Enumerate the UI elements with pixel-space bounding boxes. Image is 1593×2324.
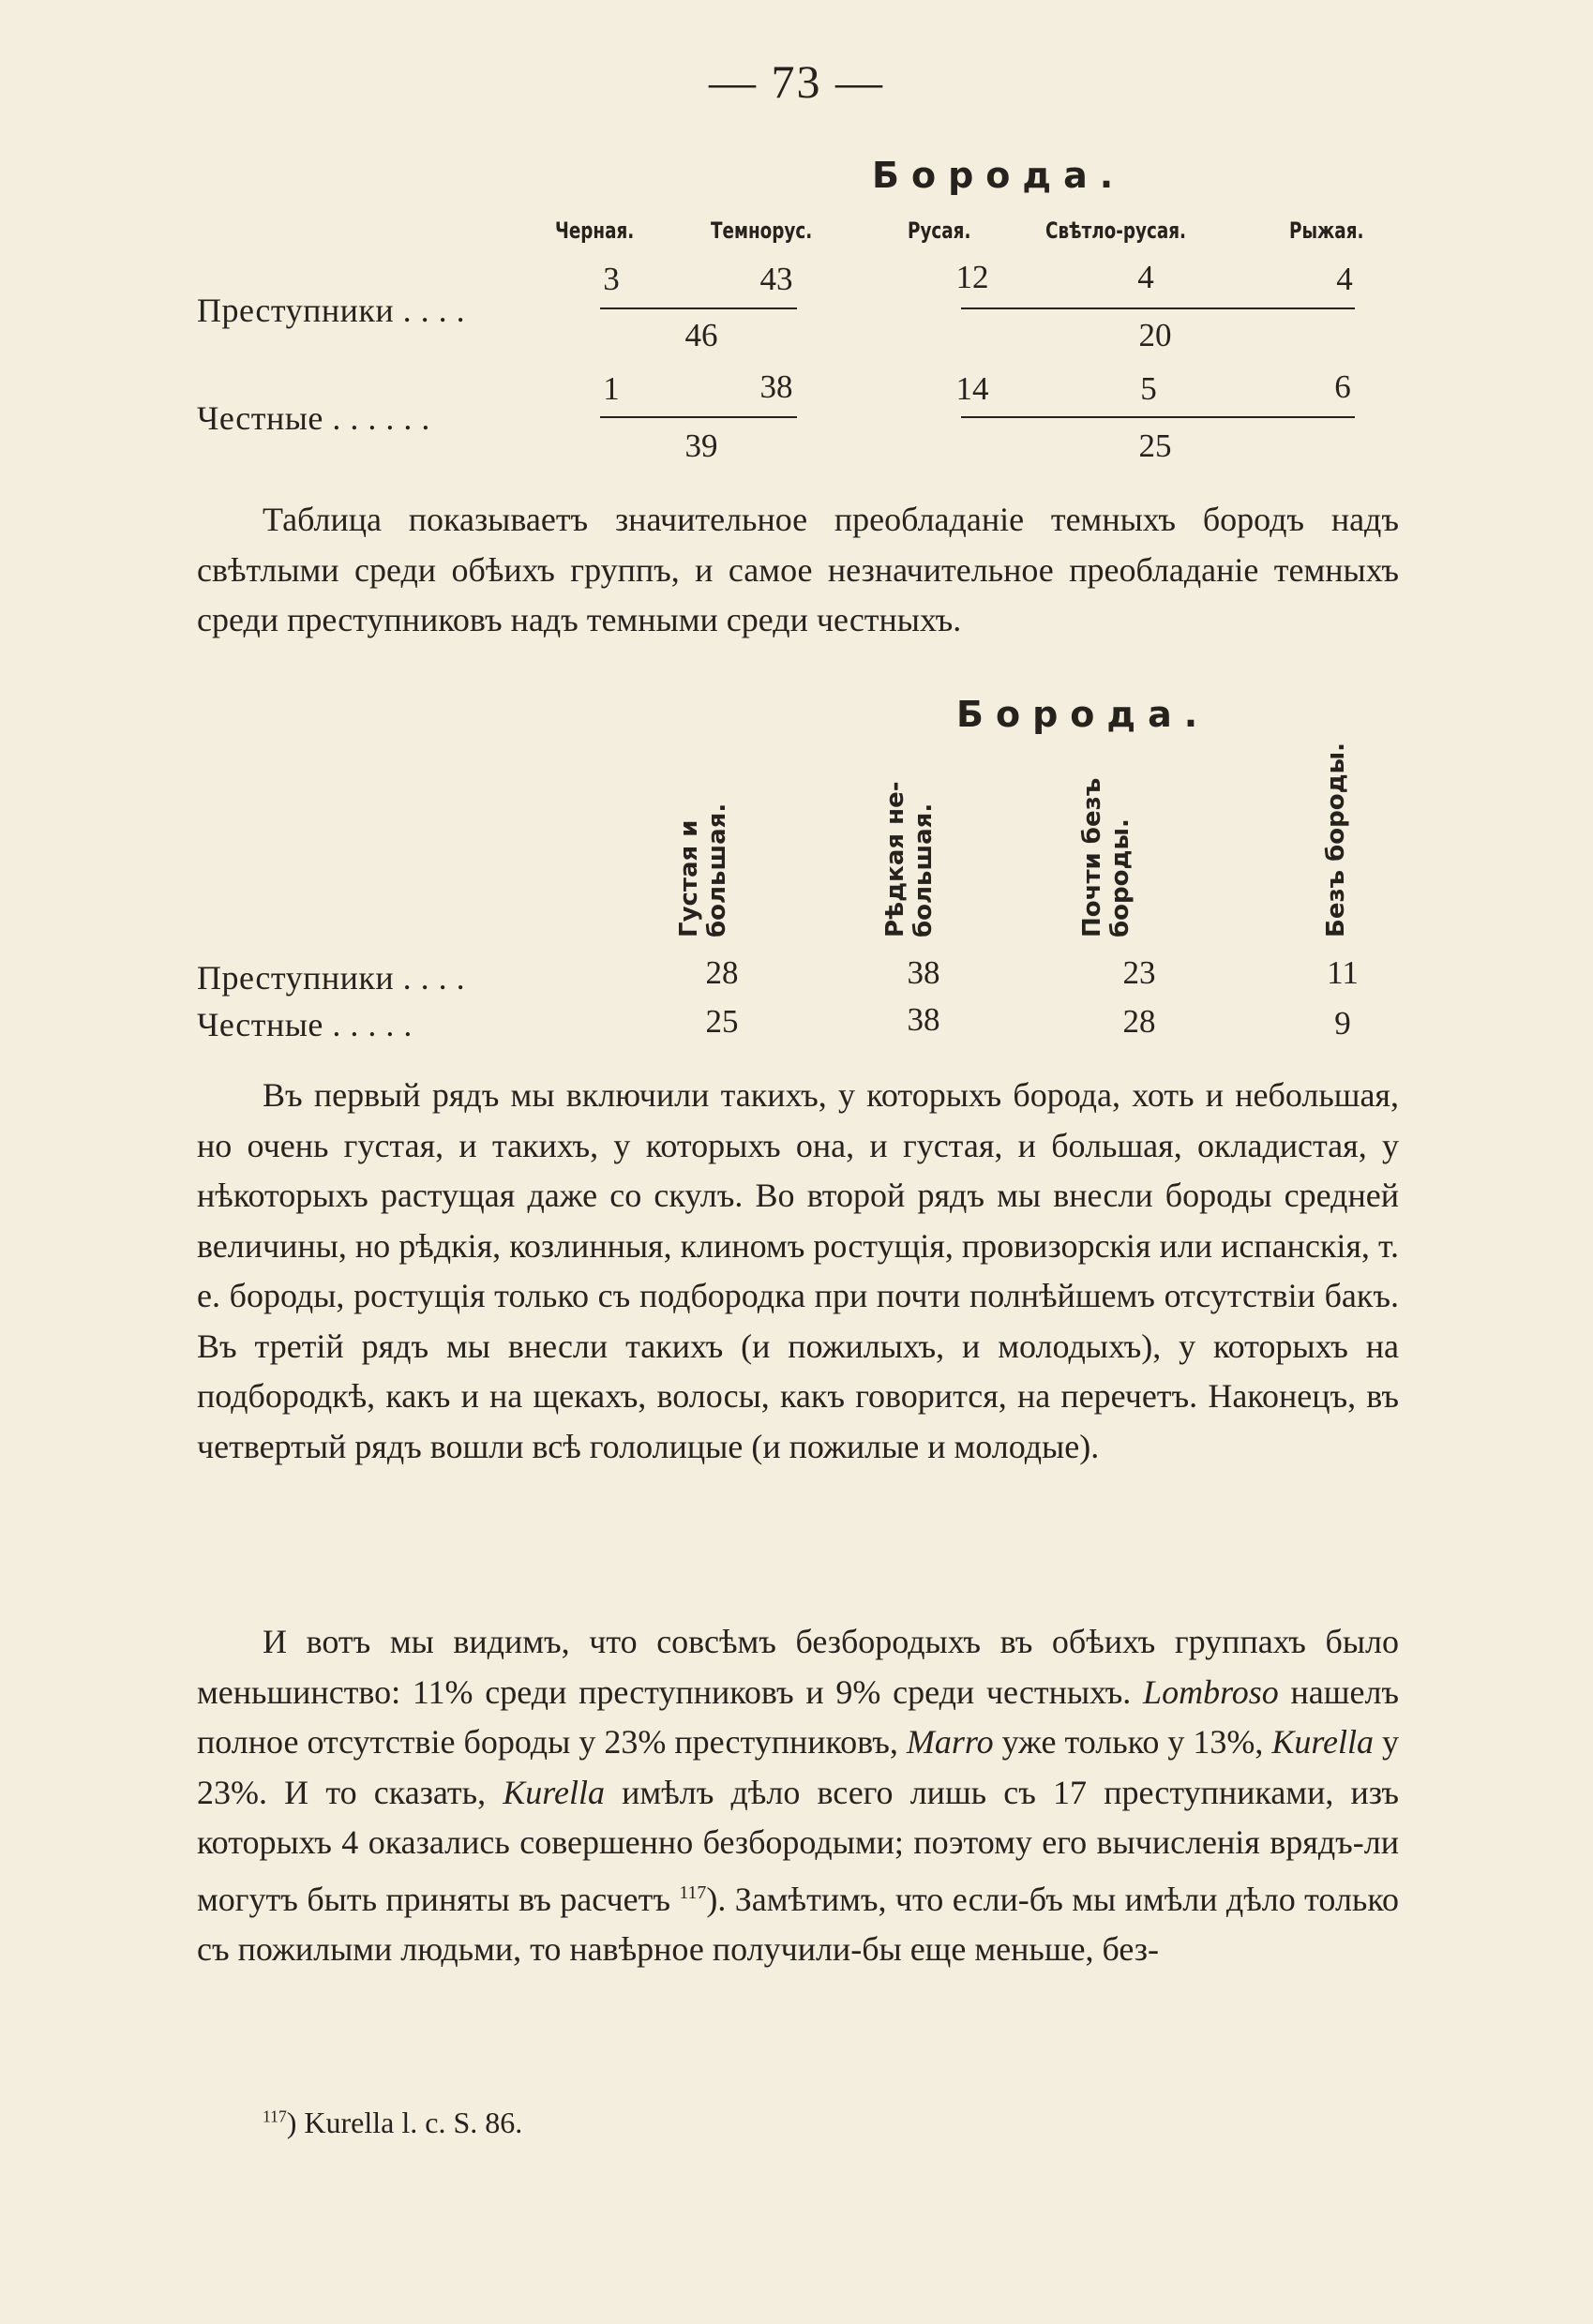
table1-row-criminals-label: Преступники . . . . xyxy=(197,292,466,329)
table2-cell: 25 xyxy=(705,1003,739,1040)
table1-sum: 46 xyxy=(684,317,718,353)
table2-cell: 28 xyxy=(705,954,739,991)
table2-cell: 11 xyxy=(1327,954,1359,991)
table1-col-black: Черная. xyxy=(555,217,635,244)
table1-heading: Борода. xyxy=(872,155,1126,196)
table1-col-red: Рыжая. xyxy=(1289,217,1364,244)
table1-cell: 38 xyxy=(759,368,793,405)
author-kurella: Kurella xyxy=(1271,1723,1375,1761)
page-number: — 73 — xyxy=(709,55,884,108)
table1-cell: 43 xyxy=(759,261,793,297)
table1-col-darkbrown: Темнорус. xyxy=(711,217,813,244)
table1-col-brown: Русая. xyxy=(908,217,971,244)
footnote: $^{117}$) Kurella l. c. S. 86. xyxy=(263,2106,523,2139)
table1-cell: 6 xyxy=(1334,368,1351,405)
table2-col-almost-none: Почти безъ бороды. xyxy=(1078,777,1135,937)
table1-cell: 12 xyxy=(955,259,989,295)
table2-row-honest-label: Честные . . . . . xyxy=(197,1006,413,1043)
table1-cell: 4 xyxy=(1336,261,1353,297)
table1-bracket-line xyxy=(600,416,797,418)
table1-sum: 39 xyxy=(684,427,718,464)
author-lombroso: Lombroso xyxy=(1143,1672,1279,1711)
table2-row-criminals-label: Преступники . . . . xyxy=(197,959,466,997)
table1-cell: 1 xyxy=(603,370,620,407)
table1-cell: 4 xyxy=(1137,259,1154,295)
table2-col-thick: Густая и большая. xyxy=(675,802,731,937)
table1-sum: 25 xyxy=(1138,427,1172,464)
paragraph-3: И вотъ мы видимъ, что совсѣмъ безбородыхъ въ обѣихъ группахъ было меньшинство: 11% среди преступниковъ и 9% среди честныхъ. Lombroso нашелъ полное отсутствіе бороды у 23% преступниковъ, Marro уже только у 13%, Kurella у 23%. И то сказать, Kurella имѣлъ дѣло всего лишь съ 17 преступниками, изъ которыхъ 4 оказались совершенно безбородыми; поэтому его вычисленія врядъ-ли могутъ быть приняты въ расчетъ $^{117}$). Замѣтимъ, что если-бъ мы имѣли дѣло только съ пожилыми людьми, то навѣрное получили-бы еще меньше, без- xyxy=(197,1623,1400,1968)
table2-col-none: Безъ бороды. xyxy=(1322,742,1350,937)
table2-cell: 23 xyxy=(1122,954,1156,991)
paragraph-2: Въ первый рядъ мы включили такихъ, у которыхъ борода, хоть и небольшая, но очень густая, и такихъ, у которыхъ она, и густая, и большая, окладистая, у нѣкоторыхъ растущая даже со скулъ. Во второй рядъ мы внесли бороды средней величины, но рѣдкія, козлинныя, клиномъ ростущія, провизорскія или испанскія, т. е. бороды, ростущія только съ подбородка при почти полнѣйшемъ отсутствіи бакъ. Въ третій рядъ мы внесли такихъ (и пожилыхъ, и молодыхъ), у которыхъ на подбородкѣ, какъ и на щекахъ, волосы, какъ говорится, на перечетъ. Наконецъ, въ четвертый рядъ вошли всѣ гололицые (и пожилые и молодые). xyxy=(197,1076,1399,1465)
author-kurella: Kurella xyxy=(503,1773,605,1811)
footnote-marker: 117 xyxy=(263,2107,287,2126)
table2-heading: Борода. xyxy=(956,694,1210,735)
author-marro: Marro xyxy=(906,1723,994,1761)
table2-cell: 28 xyxy=(1122,1003,1156,1040)
table1-row-honest-label: Честные . . . . . . xyxy=(197,399,430,437)
table1-bracket-line xyxy=(600,307,797,309)
table2-col-sparse: Рѣдкая не- большая. xyxy=(881,781,938,937)
table1-col-lightbrown: Свѣтло-русая. xyxy=(1045,217,1187,244)
table1-cell: 5 xyxy=(1140,370,1157,407)
table1-bracket-line xyxy=(961,307,1355,309)
table2-cell: 9 xyxy=(1334,1005,1351,1042)
table2-cell: 38 xyxy=(907,1001,940,1038)
paragraph-1: Таблица показываетъ значительное преобладаніе темныхъ бородъ надъ свѣтлыми среди обѣихъ группъ, и самое незначительное преобладаніе темныхъ среди преступниковъ надъ темными среди честныхъ. xyxy=(197,501,1399,638)
table1-bracket-line xyxy=(961,416,1355,418)
footnote-ref: 117 xyxy=(679,1882,707,1903)
table1-sum: 20 xyxy=(1138,317,1172,353)
table1-cell: 14 xyxy=(955,370,989,407)
table1-cell: 3 xyxy=(603,261,620,297)
table2-cell: 38 xyxy=(907,954,940,991)
